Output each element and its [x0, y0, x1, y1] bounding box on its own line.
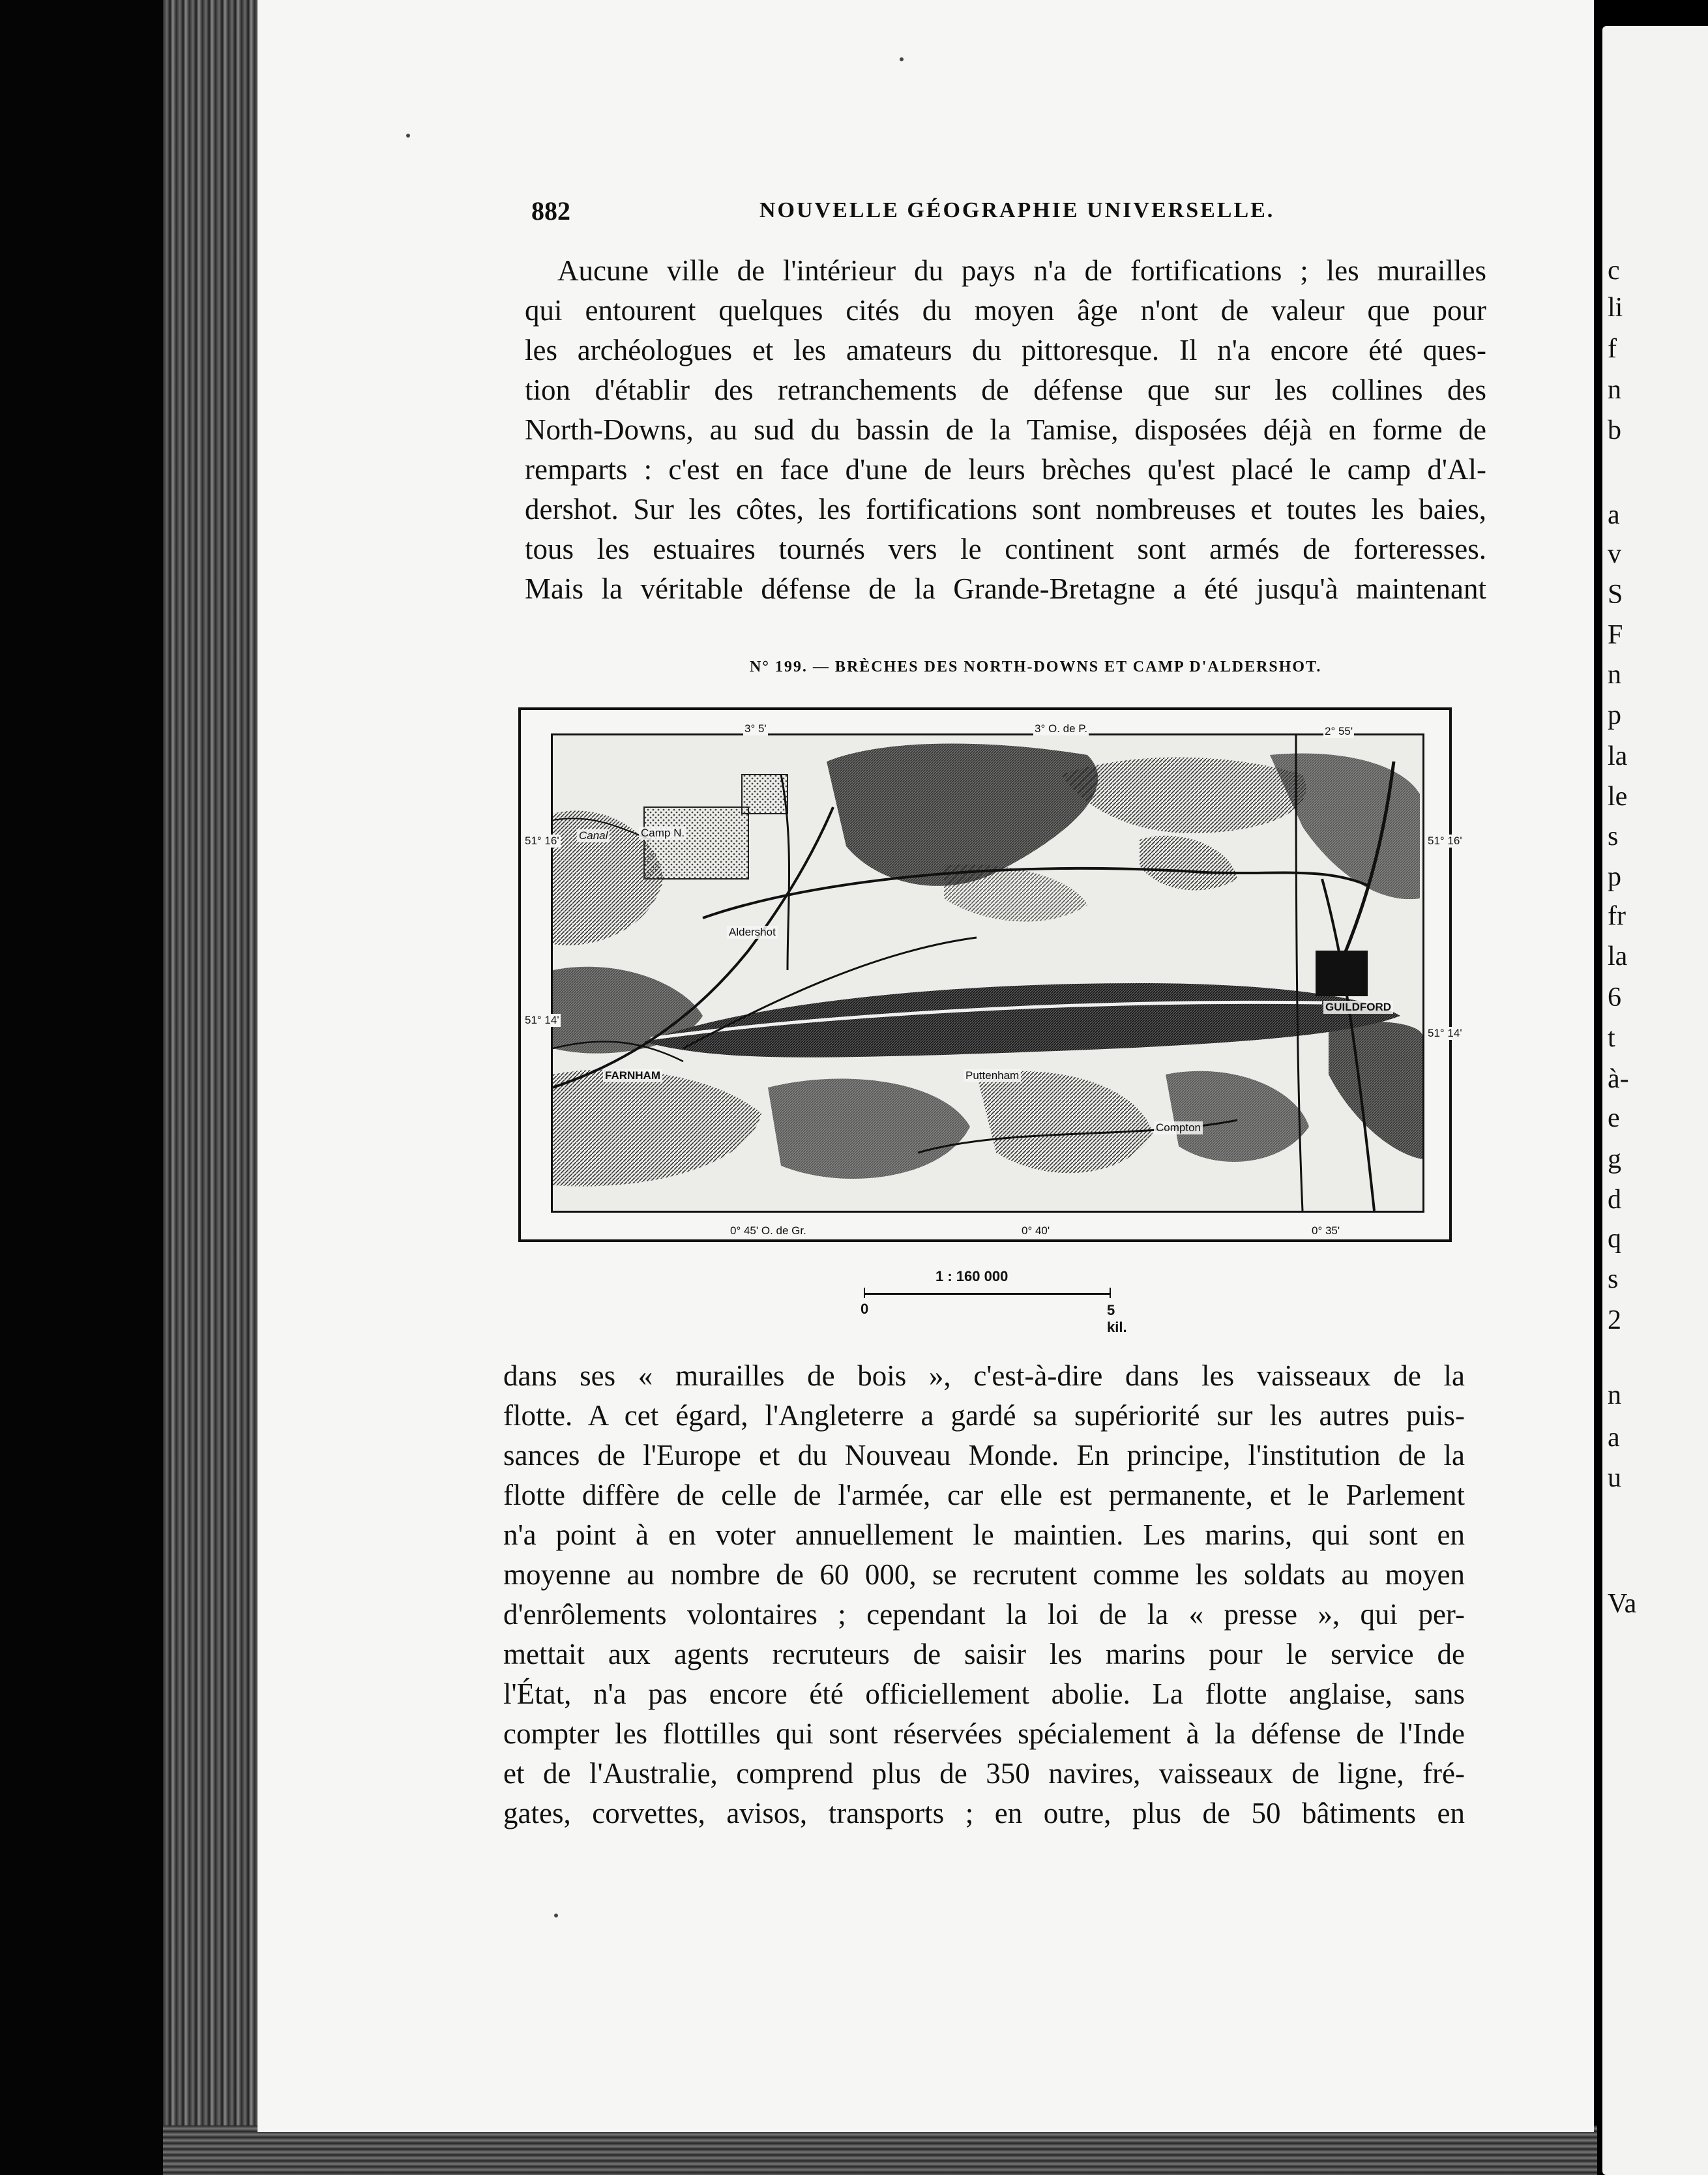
- facing-page-fragment: q: [1608, 1224, 1621, 1254]
- facing-page-fragment: b: [1608, 415, 1621, 445]
- text-line: qui entourent quelques cités du moyen âge n'ont de valeur que pour: [525, 294, 1486, 327]
- coord-left-lower: 51° 14': [525, 1014, 559, 1026]
- place-canal: Canal: [577, 829, 610, 842]
- facing-page-fragment: d: [1608, 1185, 1621, 1215]
- scale-ratio: 1 : 160 000: [935, 1268, 1009, 1284]
- facing-page-fragment: s: [1608, 821, 1619, 851]
- text-line: Aucune ville de l'intérieur du pays n'a de fortifications ; les murailles: [557, 254, 1486, 287]
- page-stack-bottom-edge: [163, 2125, 1597, 2175]
- coord-top-right: 2° 55': [1325, 725, 1353, 737]
- scale-bar-line: [864, 1293, 1110, 1295]
- place-compton: Compton: [1154, 1121, 1203, 1134]
- map-image: [551, 733, 1424, 1213]
- page-number: 882: [531, 196, 570, 226]
- facing-page-fragment: e: [1608, 1103, 1620, 1133]
- paragraph-top: [525, 251, 1486, 609]
- facing-page-fragment: F: [1608, 620, 1623, 650]
- coord-top-left: 3° 5': [744, 722, 767, 735]
- facing-page-fragment: 6: [1608, 983, 1621, 1013]
- text-line: North-Downs, au sud du bassin de la Tamise, disposées déjà en forme de: [525, 413, 1486, 446]
- text-line: dershot. Sur les côtes, les fortifications sont nombreuses et toutes les baies,: [525, 493, 1486, 525]
- facing-page-fragment: v: [1608, 539, 1621, 569]
- coord-right-lower: 51° 14': [1428, 1027, 1462, 1039]
- place-aldershot: Aldershot: [727, 926, 778, 939]
- paragraph-bottom: [503, 1356, 1465, 1833]
- text-line: d'enrôlements volontaires ; cependant la loi de la « presse », qui per-: [503, 1598, 1465, 1631]
- map-drawing: [553, 735, 1422, 1211]
- place-guildford: GUILDFORD: [1323, 1001, 1393, 1014]
- text-line: tion d'établir des retranchements de défense que sur les collines des: [525, 374, 1486, 406]
- text-line: sances de l'Europe et du Nouveau Monde. En principe, l'institution de la: [503, 1439, 1465, 1472]
- place-camp: Camp N.: [639, 827, 686, 840]
- book-title: NOUVELLE GÉOGRAPHIE UNIVERSELLE.: [759, 198, 1275, 222]
- text-line: et de l'Australie, comprend plus de 350 navires, vaisseaux de ligne, fré-: [503, 1757, 1465, 1790]
- facing-page-fragment: p: [1608, 700, 1621, 730]
- facing-page-fragment: 2: [1608, 1305, 1621, 1335]
- text-line: flotte. A cet égard, l'Angleterre a gardé sa supériorité sur les autres puis-: [503, 1399, 1465, 1432]
- facing-page-fragment: a: [1608, 500, 1620, 530]
- speck: [554, 1914, 558, 1917]
- text-line: les archéologues et les amateurs du pittoresque. Il n'a encore été ques-: [525, 334, 1486, 366]
- facing-page-fragment: fr: [1608, 901, 1626, 931]
- coord-bottom-right: 0° 35': [1312, 1224, 1340, 1237]
- speck: [900, 57, 904, 61]
- text-line: mettait aux agents recruteurs de saisir les marins pour le service de: [503, 1638, 1465, 1670]
- running-head: [531, 196, 1483, 235]
- text-line: n'a point à en voter annuellement le maintien. Les marins, qui sont en: [503, 1518, 1465, 1551]
- facing-page-fragment: n: [1608, 1380, 1621, 1410]
- facing-page-fragment: a: [1608, 1423, 1620, 1453]
- facing-page-fragment: n: [1608, 375, 1621, 405]
- scale-end-label: 5 kil.: [1107, 1302, 1127, 1335]
- speck: [406, 134, 410, 138]
- facing-page-fragment: n: [1608, 660, 1621, 690]
- facing-page-fragment: f: [1608, 334, 1617, 364]
- facing-page: [1602, 26, 1708, 2175]
- facing-page-fragment: la: [1608, 741, 1628, 771]
- coord-left-upper: 51° 16': [525, 835, 559, 847]
- text-line: gates, corvettes, avisos, transports ; en outre, plus de 50 bâtiments en: [503, 1797, 1465, 1829]
- coord-bottom-left: 0° 45' O. de Gr.: [730, 1224, 806, 1237]
- text-line: l'État, n'a pas encore été officiellement abolie. La flotte anglaise, sans: [503, 1678, 1465, 1710]
- facing-page-fragment: le: [1608, 782, 1628, 812]
- scale-tick: [1110, 1288, 1111, 1298]
- facing-page-fragment: c: [1608, 256, 1620, 286]
- facing-page-fragment: li: [1608, 293, 1623, 323]
- scale-start-label: 0: [861, 1301, 869, 1317]
- text-line: remparts : c'est en face d'une de leurs brèches qu'est placé le camp d'Al-: [525, 453, 1486, 486]
- facing-page-fragment: Va: [1608, 1589, 1637, 1619]
- text-line: tous les estuaires tournés vers le continent sont armés de forteresses.: [525, 533, 1486, 565]
- facing-page-fragment: u: [1608, 1463, 1621, 1493]
- scan-background-left: [0, 0, 163, 2175]
- text-line: flotte diffère de celle de l'armée, car elle est permanente, et le Parlement: [503, 1479, 1465, 1511]
- facing-page-fragment: la: [1608, 941, 1628, 971]
- facing-page-fragment: S: [1608, 580, 1623, 610]
- text-line: dans ses « murailles de bois », c'est-à-dire dans les vaisseaux de la: [503, 1359, 1465, 1392]
- map-scale: [861, 1268, 1127, 1335]
- coord-right-upper: 51° 16': [1428, 835, 1462, 847]
- text-line: compter les flottilles qui sont réservées spécialement à la défense de l'Inde: [503, 1717, 1465, 1750]
- facing-page-fragment: g: [1608, 1144, 1621, 1174]
- coord-bottom-mid: 0° 40': [1022, 1224, 1050, 1237]
- place-puttenham: Puttenham: [964, 1069, 1021, 1082]
- facing-page-fragment: p: [1608, 862, 1621, 892]
- facing-page-fragment: à-: [1608, 1064, 1629, 1094]
- facing-page-fragment: s: [1608, 1264, 1619, 1294]
- facing-page-fragment: t: [1608, 1023, 1615, 1053]
- text-line: moyenne au nombre de 60 000, se recrutent comme les soldats au moyen: [503, 1558, 1465, 1591]
- place-farnham: FARNHAM: [603, 1069, 662, 1082]
- text-line: Mais la véritable défense de la Grande-Bretagne a été jusqu'à maintenant: [525, 572, 1486, 605]
- coord-top-mid: 3° O. de P.: [1035, 722, 1088, 735]
- page-stack-edge: [163, 0, 261, 2175]
- figure-caption: N° 199. — BRÈCHES DES NORTH-DOWNS ET CAMP D'ALDERSHOT.: [750, 658, 1322, 675]
